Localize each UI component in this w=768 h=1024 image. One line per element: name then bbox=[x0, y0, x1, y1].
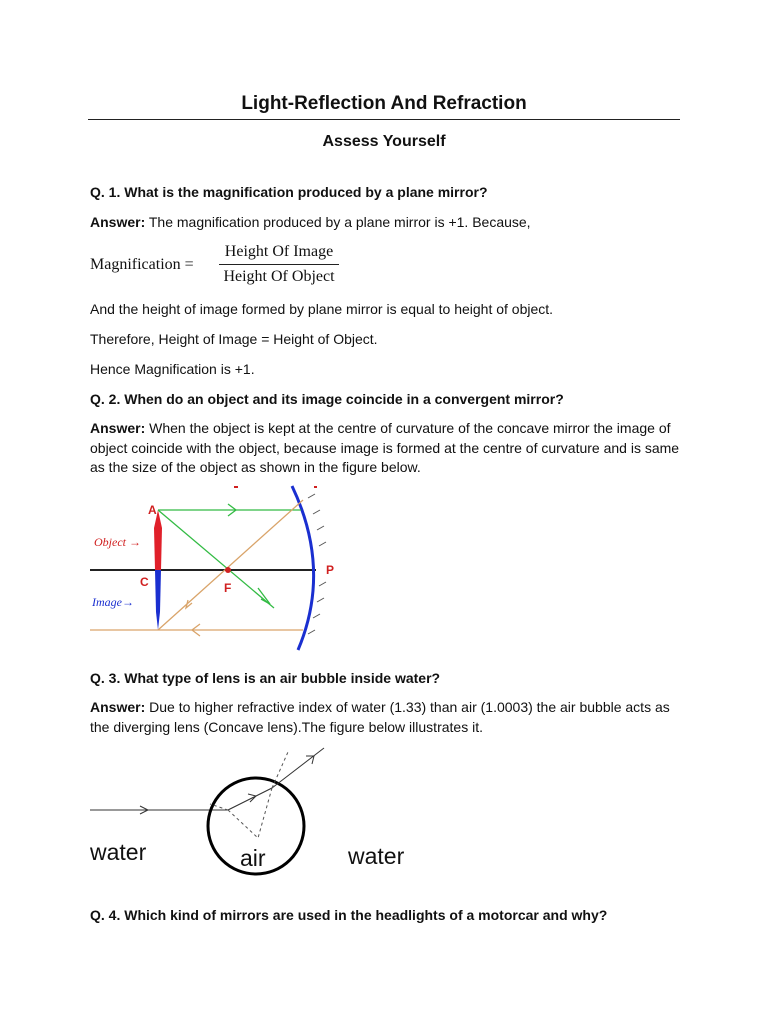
object-arrow bbox=[154, 510, 162, 570]
q1-line-2: Therefore, Height of Image = Height of Object. bbox=[90, 331, 378, 347]
answer-3 bbox=[90, 698, 680, 737]
answer-2 bbox=[90, 419, 680, 478]
orange-rays bbox=[90, 500, 303, 636]
page-subtitle: Assess Yourself bbox=[322, 133, 446, 150]
construction-lines bbox=[210, 752, 288, 838]
focus-point bbox=[225, 567, 231, 573]
answer-text: Due to higher refractive index of water (1.33) than air (1.0003) the air bubble acts as the diverging lens (Concave lens).The figure below illustrates it. bbox=[90, 699, 670, 735]
formula-fraction bbox=[219, 241, 339, 288]
label-c: C bbox=[140, 575, 149, 589]
answer-text: When the object is kept at the centre of curvature of the concave mirror the image of object coincide with the object, because image is formed at the centre of curvature and is same as the size of the object as shown in the figure below. bbox=[90, 420, 680, 475]
air-bubble-diagram bbox=[88, 746, 428, 886]
q1-line-3: Hence Magnification is +1. bbox=[90, 361, 255, 377]
title-divider bbox=[88, 119, 680, 120]
image-label: Image→ bbox=[92, 595, 134, 609]
air-bubble-figure bbox=[88, 746, 428, 886]
concave-mirror-figure bbox=[88, 484, 358, 654]
label-a: A bbox=[148, 503, 157, 517]
emergent-ray bbox=[272, 748, 324, 788]
fraction-bar bbox=[219, 264, 339, 265]
q1-line-1: And the height of image formed by plane mirror is equal to height of object. bbox=[90, 301, 554, 317]
formula-denominator: Height Of Object bbox=[223, 268, 335, 285]
label-water-left: water bbox=[90, 839, 147, 865]
image-arrow bbox=[155, 570, 161, 630]
concave-mirror-diagram bbox=[88, 484, 358, 654]
label-air: air bbox=[240, 845, 266, 871]
page-title: Light-Reflection And Refraction bbox=[241, 93, 527, 114]
formula-lhs: Magnification = bbox=[90, 256, 194, 273]
answer-label: Answer: bbox=[90, 214, 146, 230]
object-label: Object → bbox=[94, 535, 141, 549]
answer-1 bbox=[90, 213, 680, 233]
magnification-formula bbox=[90, 241, 350, 289]
answer-label: Answer: bbox=[90, 699, 146, 715]
label-f: F bbox=[224, 581, 232, 595]
formula-numerator: Height Of Image bbox=[224, 243, 334, 260]
label-p: P bbox=[326, 563, 335, 577]
refracted-ray bbox=[228, 788, 272, 810]
answer-label: Answer: bbox=[90, 420, 146, 436]
question-2: Q. 2. When do an object and its image coincide in a convergent mirror? bbox=[90, 391, 564, 407]
question-3: Q. 3. What type of lens is an air bubble inside water? bbox=[90, 670, 441, 686]
question-1: Q. 1. What is the magnification produced by a plane mirror? bbox=[90, 184, 488, 200]
label-water-right: water bbox=[348, 843, 405, 869]
question-4: Q. 4. Which kind of mirrors are used in the headlights of a motorcar and why? bbox=[90, 907, 608, 923]
answer-text: The magnification produced by a plane mirror is +1. Because, bbox=[145, 214, 531, 230]
